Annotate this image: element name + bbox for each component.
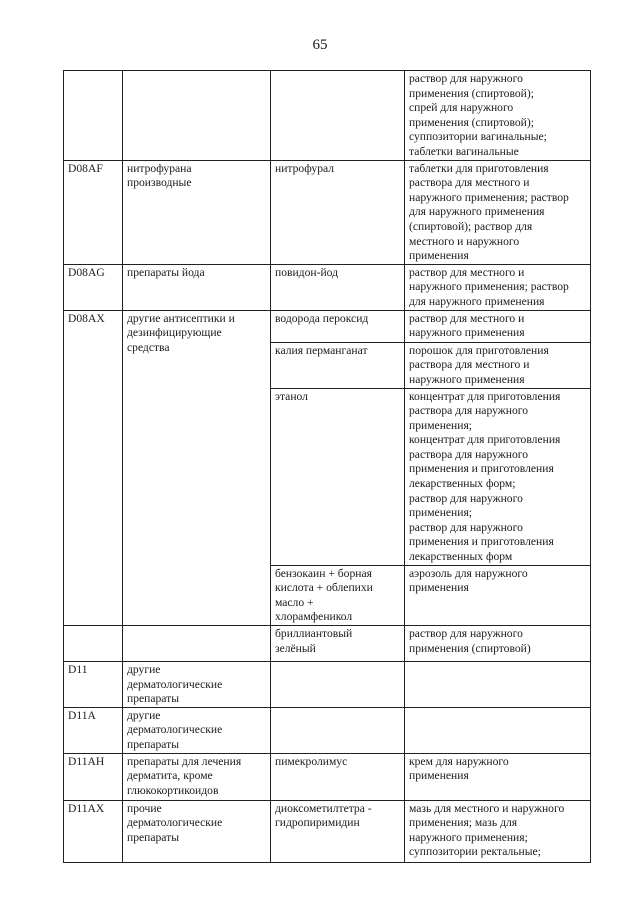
cell-text-line: концентрат для приготовления [409, 389, 561, 403]
substance-cell [271, 565, 405, 625]
cell-text-line: нитрофурал [275, 161, 335, 175]
cell-text-line: наружного применения; [409, 830, 528, 844]
cell-text-line: наружного применения [409, 326, 525, 340]
cell-text-line: применения; [409, 506, 473, 520]
cell-text-line: для наружного применения [409, 205, 545, 219]
table-row [64, 753, 591, 800]
dosage-form-cell [405, 662, 591, 708]
substance-cell [271, 753, 405, 800]
group-name-cell [123, 753, 271, 800]
cell-text-line: D11AX [68, 801, 105, 815]
cell-text-line: мазь для местного и наружного [409, 801, 565, 815]
cell-text-line: раствора для наружного [409, 447, 529, 461]
cell-text-line: другие [127, 708, 161, 722]
atc-code-cell [64, 160, 123, 264]
cell-text-line: D08AF [68, 161, 103, 175]
page-number: 65 [312, 37, 328, 53]
cell-text-line: нитрофурана [127, 161, 192, 175]
dosage-form-cell [405, 342, 591, 388]
cell-text-line: раствор для наружного [409, 72, 523, 85]
cell-text-line: применения (спиртовой) [409, 641, 531, 655]
group-name-cell [123, 626, 271, 662]
cell-text-line: диоксометилтетра - [275, 801, 372, 815]
cell-text-line: применения (спиртовой); [409, 115, 534, 129]
cell-text-line: производные [127, 176, 192, 190]
substance-cell [271, 388, 405, 565]
cell-text-line: для наружного применения [409, 294, 545, 308]
cell-text-line: раствор для местного и [409, 311, 525, 325]
cell-text-line: аэрозоль для наружного [409, 566, 528, 580]
atc-code-cell [64, 264, 123, 310]
substance-cell [271, 800, 405, 862]
cell-text-line: применения и приготовления [409, 535, 554, 549]
cell-text-line: препараты [127, 692, 179, 706]
cell-text-line: зелёный [275, 641, 316, 655]
cell-text-line: D11AH [68, 754, 105, 768]
substance-cell [271, 707, 405, 753]
substance-cell [271, 662, 405, 708]
cell-text-line: (спиртовой); раствор для [409, 219, 533, 233]
cell-text-line: применения [409, 581, 469, 595]
substance-cell [271, 71, 405, 161]
cell-text-line: калия перманганат [275, 343, 368, 357]
cell-text-line: суппозитории вагинальные; [409, 130, 547, 144]
dosage-form-cell [405, 626, 591, 662]
cell-text-line: раствора для местного и [409, 176, 530, 190]
cell-text-line: повидон-йод [275, 265, 339, 279]
atc-code-cell [64, 707, 123, 753]
cell-text-line: кислота + облепихи [275, 581, 373, 595]
cell-text-line: D08AG [68, 265, 105, 279]
cell-text-line: глюкокортикоидов [127, 783, 219, 797]
cell-text-line: концентрат для приготовления [409, 433, 561, 447]
cell-text-line: гидропиримидин [275, 816, 360, 830]
cell-text-line: D11A [68, 708, 96, 722]
cell-text-line: применения [409, 769, 469, 783]
group-name-cell [123, 800, 271, 862]
atc-code-cell [64, 310, 123, 626]
dosage-form-cell [405, 800, 591, 862]
table-row [64, 707, 591, 753]
table-row [64, 626, 591, 662]
substance-cell [271, 342, 405, 388]
table-row [64, 310, 591, 342]
cell-text-line: спрей для наружного [409, 101, 514, 115]
group-name-cell [123, 160, 271, 264]
cell-text-line: раствор для наружного [409, 627, 523, 640]
table-row [64, 800, 591, 862]
drug-table [63, 70, 591, 863]
dosage-form-cell [405, 753, 591, 800]
cell-text-line: масло + [275, 595, 314, 609]
cell-text-line: местного и наружного [409, 234, 520, 248]
substance-cell [271, 264, 405, 310]
cell-text-line: таблетки вагинальные [409, 144, 519, 158]
cell-text-line: другие [127, 663, 161, 676]
dosage-form-cell [405, 707, 591, 753]
cell-text-line: средства [127, 340, 170, 354]
cell-text-line: прочие [127, 801, 162, 815]
cell-text-line: пимекролимус [275, 754, 348, 768]
group-name-cell [123, 707, 271, 753]
substance-cell [271, 626, 405, 662]
cell-text-line: дерматологические [127, 677, 223, 691]
cell-text-line: лекарственных форм; [409, 477, 516, 491]
group-name-cell [123, 264, 271, 310]
table-row [64, 264, 591, 310]
cell-text-line: дерматита, кроме [127, 769, 213, 783]
cell-text-line: D08AX [68, 311, 105, 325]
cell-text-line: применения и приготовления [409, 462, 554, 476]
cell-text-line: препараты для лечения [127, 754, 242, 768]
cell-text-line: водорода пероксид [275, 311, 369, 325]
cell-text-line: дезинфицирующие [127, 326, 222, 340]
cell-text-line: суппозитории ректальные; [409, 845, 541, 859]
cell-text-line: применения [409, 249, 469, 263]
cell-text-line: порошок для приготовления [409, 343, 549, 357]
group-name-cell [123, 662, 271, 708]
dosage-form-cell [405, 264, 591, 310]
dosage-form-cell [405, 310, 591, 342]
cell-text-line: лекарственных форм [409, 550, 513, 564]
cell-text-line: применения (спиртовой); [409, 86, 534, 100]
cell-text-line: хлорамфеникол [275, 610, 353, 624]
cell-text-line: бриллиантовый [275, 627, 353, 640]
cell-text-line: дерматологические [127, 723, 223, 737]
cell-text-line: раствор для местного и [409, 265, 525, 279]
cell-text-line: крем для наружного [409, 754, 509, 768]
cell-text-line: раствор для наружного [409, 491, 523, 505]
dosage-form-cell [405, 388, 591, 565]
cell-text-line: таблетки для приготовления [409, 161, 549, 175]
cell-text-line: препараты [127, 830, 179, 844]
table-row [64, 662, 591, 708]
cell-text-line: препараты йода [127, 265, 205, 279]
cell-text-line: D11 [68, 663, 88, 676]
substance-cell [271, 160, 405, 264]
table-row [64, 160, 591, 264]
cell-text-line: применения; мазь для [409, 816, 518, 830]
cell-text-line: дерматологические [127, 816, 223, 830]
cell-text-line: наружного применения; раствор [409, 190, 569, 204]
cell-text-line: другие антисептики и [127, 311, 235, 325]
cell-text-line: препараты [127, 737, 179, 751]
cell-text-line: этанол [275, 389, 308, 403]
atc-code-cell [64, 753, 123, 800]
cell-text-line: наружного применения [409, 372, 525, 386]
dosage-form-cell [405, 160, 591, 264]
atc-code-cell [64, 626, 123, 662]
cell-text-line: раствор для наружного [409, 520, 523, 534]
atc-code-cell [64, 71, 123, 161]
cell-text-line: раствора для наружного [409, 404, 529, 418]
group-name-cell [123, 310, 271, 626]
group-name-cell [123, 71, 271, 161]
cell-text-line: применения; [409, 418, 473, 432]
substance-cell [271, 310, 405, 342]
cell-text-line: раствора для местного и [409, 358, 530, 372]
atc-code-cell [64, 662, 123, 708]
atc-code-cell [64, 800, 123, 862]
table-row [64, 71, 591, 161]
drug-table-body [64, 71, 591, 863]
dosage-form-cell [405, 565, 591, 625]
cell-text-line: наружного применения; раствор [409, 280, 569, 294]
dosage-form-cell [405, 71, 591, 161]
cell-text-line: бензокаин + борная [275, 566, 372, 580]
